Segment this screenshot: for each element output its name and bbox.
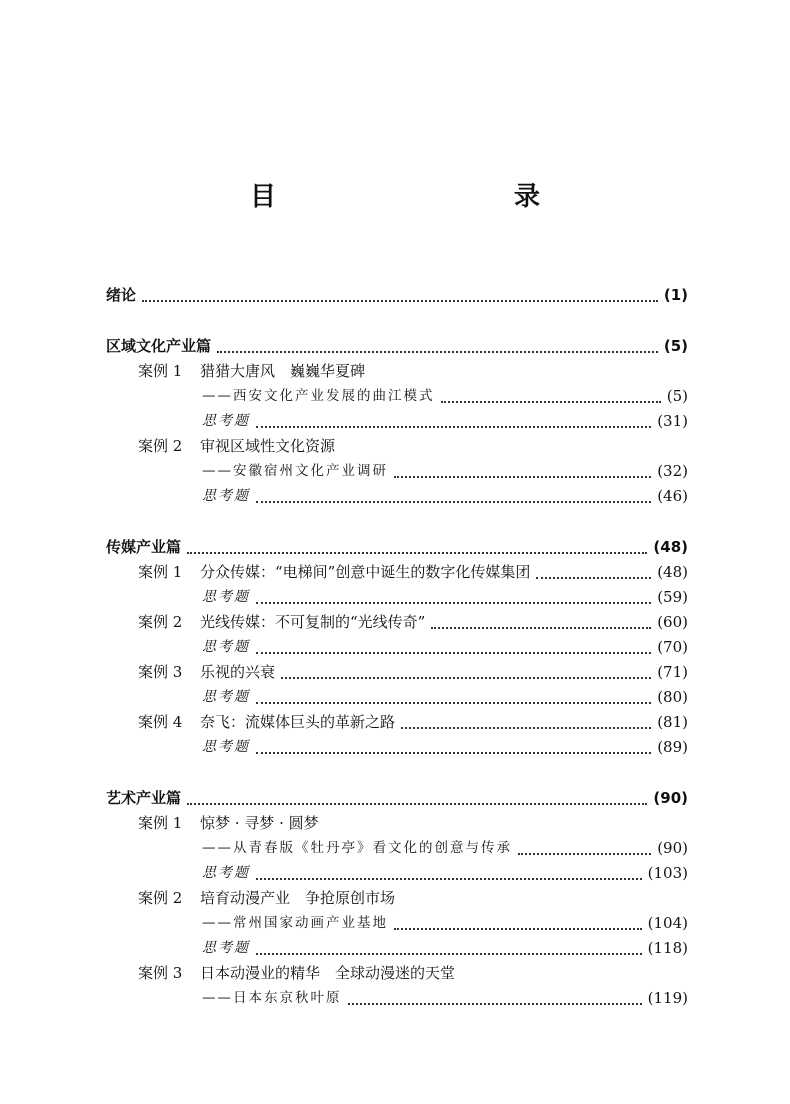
case-label: 案例 4 — [138, 713, 183, 731]
case-label: 案例 3 — [138, 964, 183, 982]
questions-label: 思考题 — [202, 589, 250, 605]
toc-entry-intro[interactable] — [106, 283, 688, 308]
page-number: (60) — [657, 613, 688, 631]
dot-leader — [256, 746, 651, 754]
toc-part[interactable] — [106, 535, 688, 560]
case-subtitle: ——常州国家动画产业基地 — [202, 915, 388, 931]
case-subtitle: ——西安文化产业发展的曲江模式 — [202, 388, 435, 404]
page-number: (5) — [663, 337, 688, 355]
page-number: (70) — [657, 638, 688, 656]
questions-label: 思考题 — [202, 689, 250, 705]
toc-case[interactable] — [106, 434, 688, 459]
dot-leader — [256, 420, 651, 428]
case-title: 日本动漫业的精华 全球动漫迷的天堂 — [200, 964, 456, 982]
case-title: 惊梦 · 寻梦 · 圆梦 — [200, 814, 319, 832]
case-subtitle: ——日本东京秋叶原 — [202, 990, 342, 1006]
page-number: (59) — [657, 588, 688, 606]
case-title: 猎猎大唐风 巍巍华夏碑 — [200, 362, 366, 380]
case-title: 乐视的兴衰 — [200, 663, 276, 681]
toc-questions[interactable] — [106, 735, 688, 760]
page-number: (80) — [657, 688, 688, 706]
page-number: (119) — [647, 989, 688, 1007]
case-title: 审视区域性文化资源 — [200, 437, 336, 455]
page-number: (71) — [657, 663, 688, 681]
dot-leader — [256, 872, 642, 880]
dot-leader — [401, 721, 651, 729]
toc-case[interactable] — [106, 660, 688, 685]
case-subtitle: ——安徽宿州文化产业调研 — [202, 463, 388, 479]
toc-questions[interactable] — [106, 585, 688, 610]
page-number: (31) — [657, 412, 688, 430]
page-number: (48) — [657, 563, 688, 581]
toc-questions[interactable] — [106, 861, 688, 886]
page-number: (90) — [653, 789, 688, 807]
dot-leader — [394, 922, 642, 930]
case-label: 案例 1 — [138, 362, 183, 380]
toc-questions[interactable] — [106, 484, 688, 509]
dot-leader — [256, 646, 651, 654]
page-number: (103) — [647, 864, 688, 882]
toc-case-subtitle[interactable] — [106, 836, 688, 861]
toc-case-subtitle[interactable] — [106, 986, 688, 1011]
page-title: 目 录 — [249, 182, 602, 212]
dot-leader — [256, 947, 642, 955]
toc-case[interactable] — [106, 811, 688, 836]
dot-leader — [518, 847, 651, 855]
entry-title: 绪论 — [106, 286, 137, 304]
toc-questions[interactable] — [106, 685, 688, 710]
questions-label: 思考题 — [202, 639, 250, 655]
dot-leader — [441, 395, 661, 403]
dot-leader — [536, 571, 651, 579]
page-number: (48) — [653, 538, 688, 556]
case-title: 培育动漫产业 争抢原创市场 — [200, 889, 396, 907]
dot-leader — [394, 470, 651, 478]
case-label: 案例 2 — [138, 437, 183, 455]
toc-part[interactable] — [106, 334, 688, 359]
questions-label: 思考题 — [202, 413, 250, 429]
dot-leader — [187, 797, 647, 805]
case-title: 光线传媒：不可复制的“光线传奇” — [200, 613, 426, 631]
page-number: (1) — [663, 286, 688, 304]
toc-case[interactable] — [106, 961, 688, 986]
case-label: 案例 2 — [138, 613, 183, 631]
case-subtitle: ——从青春版《牡丹亭》看文化的创意与传承 — [202, 840, 512, 856]
case-label: 案例 2 — [138, 889, 183, 907]
dot-leader — [281, 671, 651, 679]
toc-questions[interactable] — [106, 936, 688, 961]
case-title: 分众传媒：“电梯间”创意中诞生的数字化传媒集团 — [200, 563, 531, 581]
dot-leader — [431, 621, 651, 629]
toc-case-subtitle[interactable] — [106, 911, 688, 936]
part-title: 传媒产业篇 — [106, 538, 182, 556]
page-number: (5) — [666, 387, 688, 405]
toc-case-subtitle[interactable] — [106, 459, 688, 484]
page-number: (90) — [657, 839, 688, 857]
page-number: (46) — [657, 487, 688, 505]
page-number: (118) — [647, 939, 688, 957]
questions-label: 思考题 — [202, 865, 250, 881]
toc-case[interactable] — [106, 886, 688, 911]
dot-leader — [142, 294, 658, 302]
dot-leader — [256, 596, 651, 604]
toc-case[interactable] — [106, 610, 688, 635]
questions-label: 思考题 — [202, 739, 250, 755]
questions-label: 思考题 — [202, 940, 250, 956]
toc-case[interactable] — [106, 560, 688, 585]
toc-case[interactable] — [106, 359, 688, 384]
toc-part[interactable] — [106, 786, 688, 811]
case-label: 案例 1 — [138, 814, 183, 832]
case-label: 案例 3 — [138, 663, 183, 681]
part-title: 艺术产业篇 — [106, 789, 182, 807]
dot-leader — [256, 696, 651, 704]
page-number: (32) — [657, 462, 688, 480]
toc-case[interactable] — [106, 710, 688, 735]
toc-case-subtitle[interactable] — [106, 384, 688, 409]
toc-questions[interactable] — [106, 635, 688, 660]
dot-leader — [187, 546, 647, 554]
table-of-contents — [106, 283, 688, 1011]
toc-questions[interactable] — [106, 409, 688, 434]
case-label: 案例 1 — [138, 563, 183, 581]
questions-label: 思考题 — [202, 488, 250, 504]
page-number: (81) — [657, 713, 688, 731]
page-number: (104) — [647, 914, 688, 932]
page-number: (89) — [657, 738, 688, 756]
case-title: 奈飞：流媒体巨头的革新之路 — [200, 713, 396, 731]
part-title: 区域文化产业篇 — [106, 337, 212, 355]
dot-leader — [348, 997, 642, 1005]
dot-leader — [217, 345, 658, 353]
dot-leader — [256, 495, 651, 503]
